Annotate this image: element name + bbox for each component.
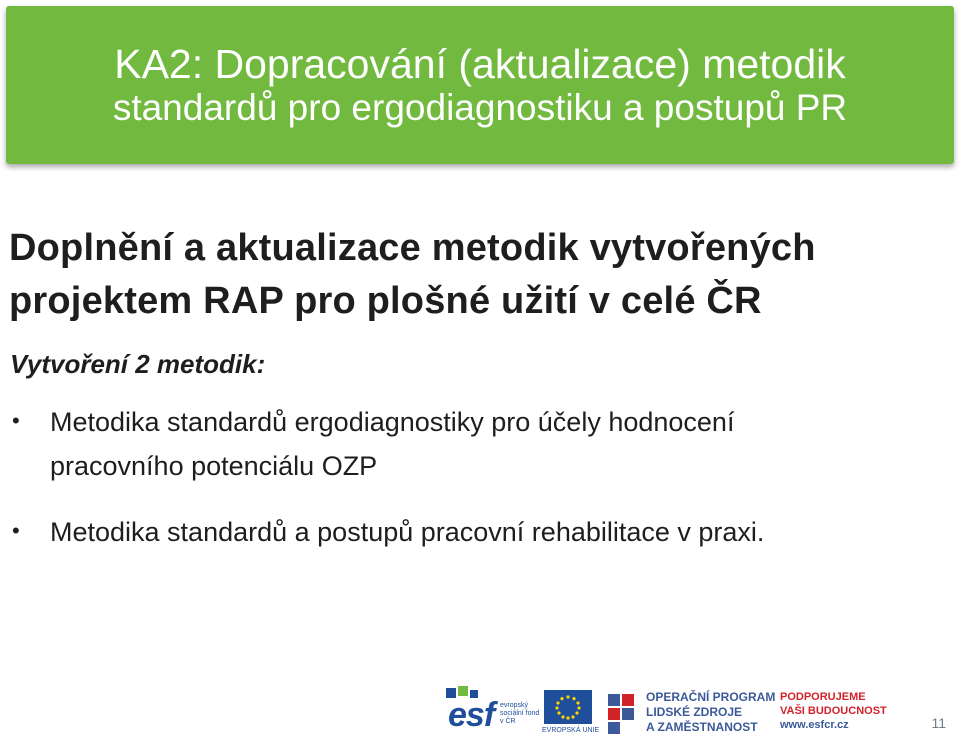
- esf-logo-text: esf: [448, 696, 495, 734]
- title-banner: [6, 6, 954, 164]
- op-line-2: LIDSKÉ ZDROJE: [646, 705, 743, 719]
- bullet-dot-icon: •: [12, 408, 20, 433]
- eu-caption: EVROPSKÁ UNIE: [542, 727, 600, 734]
- heading-line-1: Doplnění a aktualizace metodik vytvořených: [9, 227, 816, 269]
- bullet-2-line-1: Metodika standardů a postupů pracovní rehabilitace v praxi.: [50, 517, 765, 547]
- bullet-item-1: [50, 400, 950, 488]
- heading-line-2: projektem RAP pro plošné užití v celé ČR: [9, 280, 762, 322]
- support-text: [780, 690, 900, 732]
- eu-flag-icon: [544, 690, 592, 724]
- op-line-3: A ZAMĚSTNANOST: [646, 720, 758, 734]
- slide-title-line-2: standardů pro ergodiagnostiku a postupů PR: [112, 87, 848, 128]
- support-url-link[interactable]: www.esfcr.cz: [780, 719, 849, 731]
- support-line-1: PODPORUJEME: [780, 691, 866, 703]
- footer-logo-strip: [440, 686, 900, 738]
- support-line-2: VAŠI BUDOUCNOST: [780, 705, 887, 717]
- section-heading: [9, 222, 949, 328]
- esf-logo: [440, 686, 540, 738]
- slide-title-line-1: KA2: Dopracování (aktualizace) metodik: [114, 41, 846, 87]
- bullet-1-line-2: pracovního potenciálu OZP: [50, 451, 378, 481]
- op-program-text: [646, 690, 776, 735]
- page-number: 11: [931, 715, 946, 731]
- subheading: Vytvoření 2 metodik:: [10, 349, 266, 379]
- bullet-dot-icon: •: [12, 518, 20, 543]
- esf-caption: evropský sociální fond v ČR: [500, 702, 540, 725]
- bullet-item-2: [50, 510, 950, 554]
- op-line-1: OPERAČNÍ PROGRAM: [646, 690, 776, 704]
- op-program-icon: [606, 692, 636, 736]
- bullet-1-line-1: Metodika standardů ergodiagnostiky pro účely hodnocení: [50, 407, 735, 437]
